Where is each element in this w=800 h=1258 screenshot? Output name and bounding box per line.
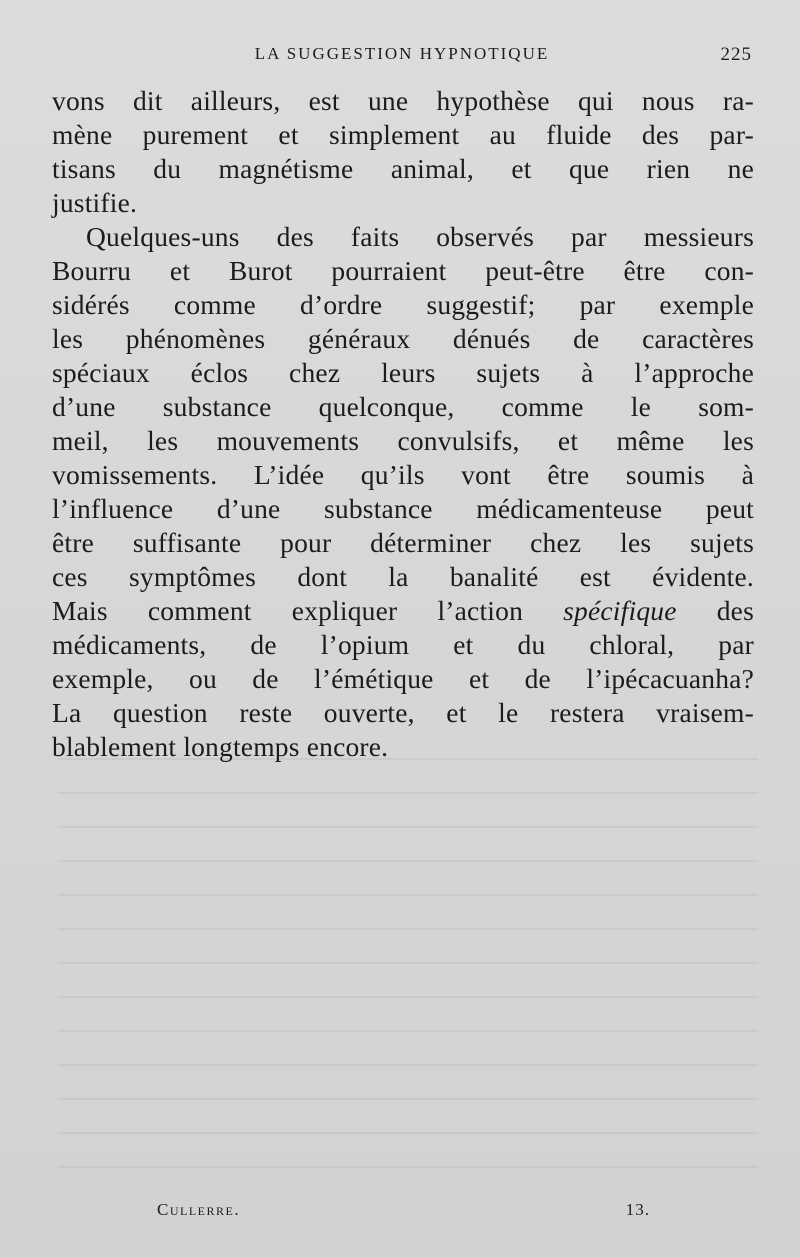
text-line: médicaments, de l’opium et du chloral, par bbox=[52, 629, 754, 660]
text-line: les phénomènes généraux dénués de caractères bbox=[52, 323, 754, 354]
page-number: 225 bbox=[720, 44, 752, 65]
italic-word: spécifique bbox=[563, 595, 677, 626]
page-header bbox=[52, 44, 752, 70]
text-line: spéciaux éclos chez leurs sujets à l’approche bbox=[52, 357, 754, 388]
text-line: exemple, ou de l’émétique et de l’ipécacuanha? bbox=[52, 663, 754, 694]
text-line: mène purement et simplement au fluide des par- bbox=[52, 119, 754, 150]
paragraph-1 bbox=[52, 84, 754, 220]
text-line: vons dit ailleurs, est une hypothèse qui nous ra- bbox=[52, 85, 754, 116]
paragraph-2 bbox=[52, 220, 754, 764]
text-line: vomissements. L’idée qu’ils vont être soumis à bbox=[52, 459, 754, 490]
text-line: Quelques-uns des faits observés par messieurs bbox=[86, 221, 754, 252]
text-line: sidérés comme d’ordre suggestif; par exemple bbox=[52, 289, 754, 320]
text-line: La question reste ouverte, et le restera vraisem- bbox=[52, 697, 754, 728]
text-line: meil, les mouvements convulsifs, et même les bbox=[52, 425, 754, 456]
text-line: Bourru et Burot pourraient peut-être être con- bbox=[52, 255, 754, 286]
text-line: être suffisante pour déterminer chez les sujets bbox=[52, 527, 754, 558]
text-segment: des bbox=[716, 595, 754, 626]
page-footer bbox=[157, 1200, 650, 1224]
text-line: ces symptômes dont la banalité est évidente. bbox=[52, 561, 754, 592]
text-line-with-italic bbox=[52, 594, 754, 628]
text-line: l’influence d’une substance médicamenteuse peut bbox=[52, 493, 754, 524]
signature-mark: Cullerre. bbox=[157, 1200, 241, 1219]
text-segment: Mais comment expliquer l’action bbox=[52, 595, 524, 626]
text-line: blablement longtemps encore. bbox=[52, 731, 389, 762]
running-head: LA SUGGESTION HYPNOTIQUE bbox=[254, 44, 550, 63]
text-line: justifie. bbox=[52, 187, 138, 218]
text-line: tisans du magnétisme animal, et que rien ne bbox=[52, 153, 754, 184]
show-through-texture bbox=[58, 740, 758, 1170]
sheet-number: 13. bbox=[625, 1200, 650, 1219]
body-text bbox=[52, 84, 754, 764]
text-line: d’une substance quelconque, comme le som- bbox=[52, 391, 754, 422]
